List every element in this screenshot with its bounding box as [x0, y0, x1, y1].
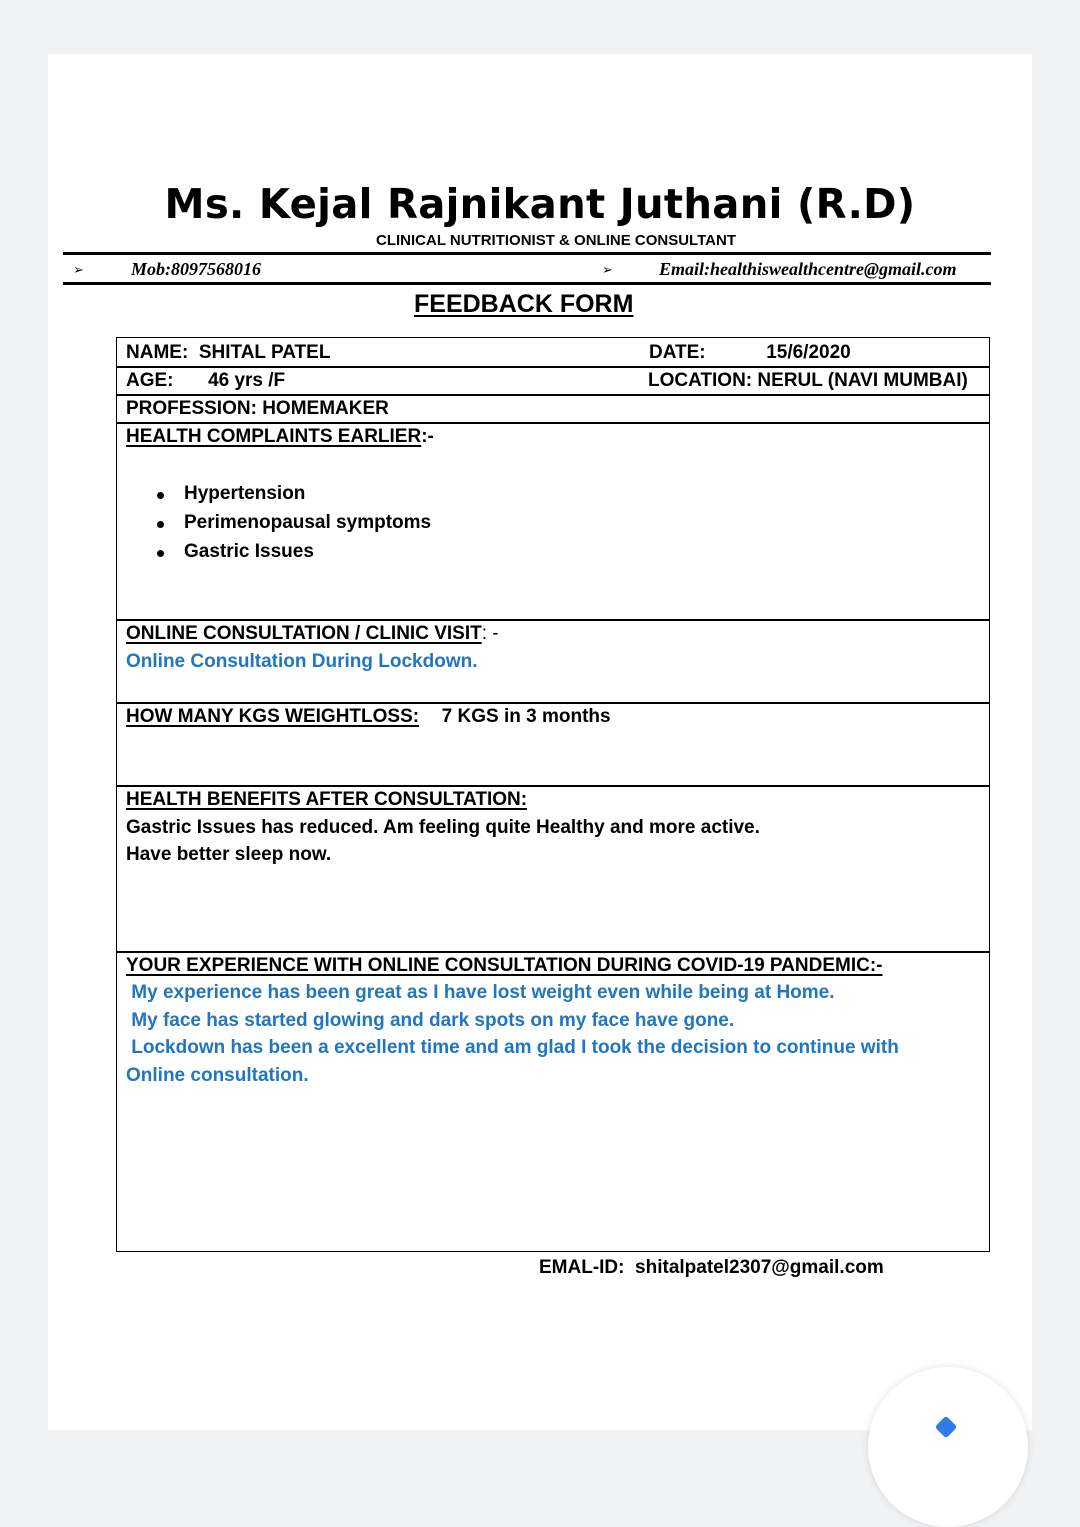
divider [117, 702, 989, 704]
list-item: Perimenopausal symptoms [126, 512, 431, 541]
weightloss-value: 7 KGS in 3 months [441, 706, 611, 727]
patient-email-label: EMAL-ID: [539, 1257, 625, 1278]
divider [117, 619, 989, 621]
age-label: AGE: [126, 370, 174, 391]
date-label: DATE: [649, 342, 706, 363]
name-label: NAME: [126, 342, 189, 363]
benefits-line: Have better sleep now. [126, 844, 332, 865]
date-field [649, 342, 851, 364]
experience-line: My face has started glowing and dark spots on my face have gone. [126, 1010, 735, 1031]
name-field [126, 342, 330, 364]
profession-field [126, 398, 389, 420]
age-value: 46 yrs /F [208, 370, 286, 391]
list-item: Gastric Issues [126, 541, 431, 570]
patient-email-value: shitalpatel2307@gmail.com [635, 1257, 884, 1278]
divider [117, 366, 989, 368]
edit-icon [935, 1416, 958, 1439]
mobile-number: Mob:8097568016 [131, 259, 261, 279]
complaints-list [126, 483, 431, 570]
feedback-table [116, 337, 990, 1252]
divider [117, 422, 989, 424]
experience-heading: YOUR EXPERIENCE WITH ONLINE CONSULTATION DURING COVID-19 PANDEMIC:- [126, 955, 883, 976]
consultation-value: Online Consultation During Lockdown. [126, 651, 478, 672]
patient-email [539, 1257, 884, 1279]
divider [117, 951, 989, 953]
date-value: 15/6/2020 [766, 342, 851, 363]
age-field [126, 370, 285, 392]
list-item: Hypertension [126, 483, 431, 512]
weightloss-field [126, 706, 611, 728]
location-value: NERUL (NAVI MUMBAI) [757, 370, 968, 391]
consultation-heading: ONLINE CONSULTATION / CLINIC VISIT: - [126, 623, 499, 644]
profession-value: HOMEMAKER [262, 398, 389, 419]
benefits-heading: HEALTH BENEFITS AFTER CONSULTATION: [126, 789, 528, 810]
form-title: FEEDBACK FORM [414, 290, 634, 318]
doctor-name: Ms. Kejal Rajnikant Juthani (R.D) [164, 180, 916, 228]
divider [117, 785, 989, 787]
profession-label: PROFESSION: [126, 398, 257, 419]
experience-line: Lockdown has been a excellent time and am glad I took the decision to continue with [126, 1037, 899, 1058]
clinic-email: Email:healthiswealthcentre@gmail.com [659, 259, 957, 279]
edit-fab-button[interactable] [868, 1367, 1028, 1527]
complaints-heading: HEALTH COMPLAINTS EARLIER:- [126, 426, 434, 447]
benefits-line: Gastric Issues has reduced. Am feeling quite Healthy and more active. [126, 817, 760, 838]
header-top-rule [63, 252, 991, 255]
divider [117, 394, 989, 396]
experience-line: My experience has been great as I have lost weight even while being at Home. [126, 982, 835, 1003]
document-page [48, 54, 1032, 1430]
arrow-bullet-icon: ➢ [602, 263, 613, 278]
location-label: LOCATION: [648, 370, 753, 391]
name-value: SHITAL PATEL [198, 342, 331, 363]
header-bottom-rule [63, 282, 991, 285]
experience-line: Online consultation. [126, 1065, 309, 1086]
location-field [648, 370, 968, 392]
arrow-bullet-icon: ➢ [73, 263, 84, 278]
weightloss-heading: HOW MANY KGS WEIGHTLOSS: [126, 706, 420, 727]
doctor-subtitle: CLINICAL NUTRITIONIST & ONLINE CONSULTANT [376, 232, 736, 249]
